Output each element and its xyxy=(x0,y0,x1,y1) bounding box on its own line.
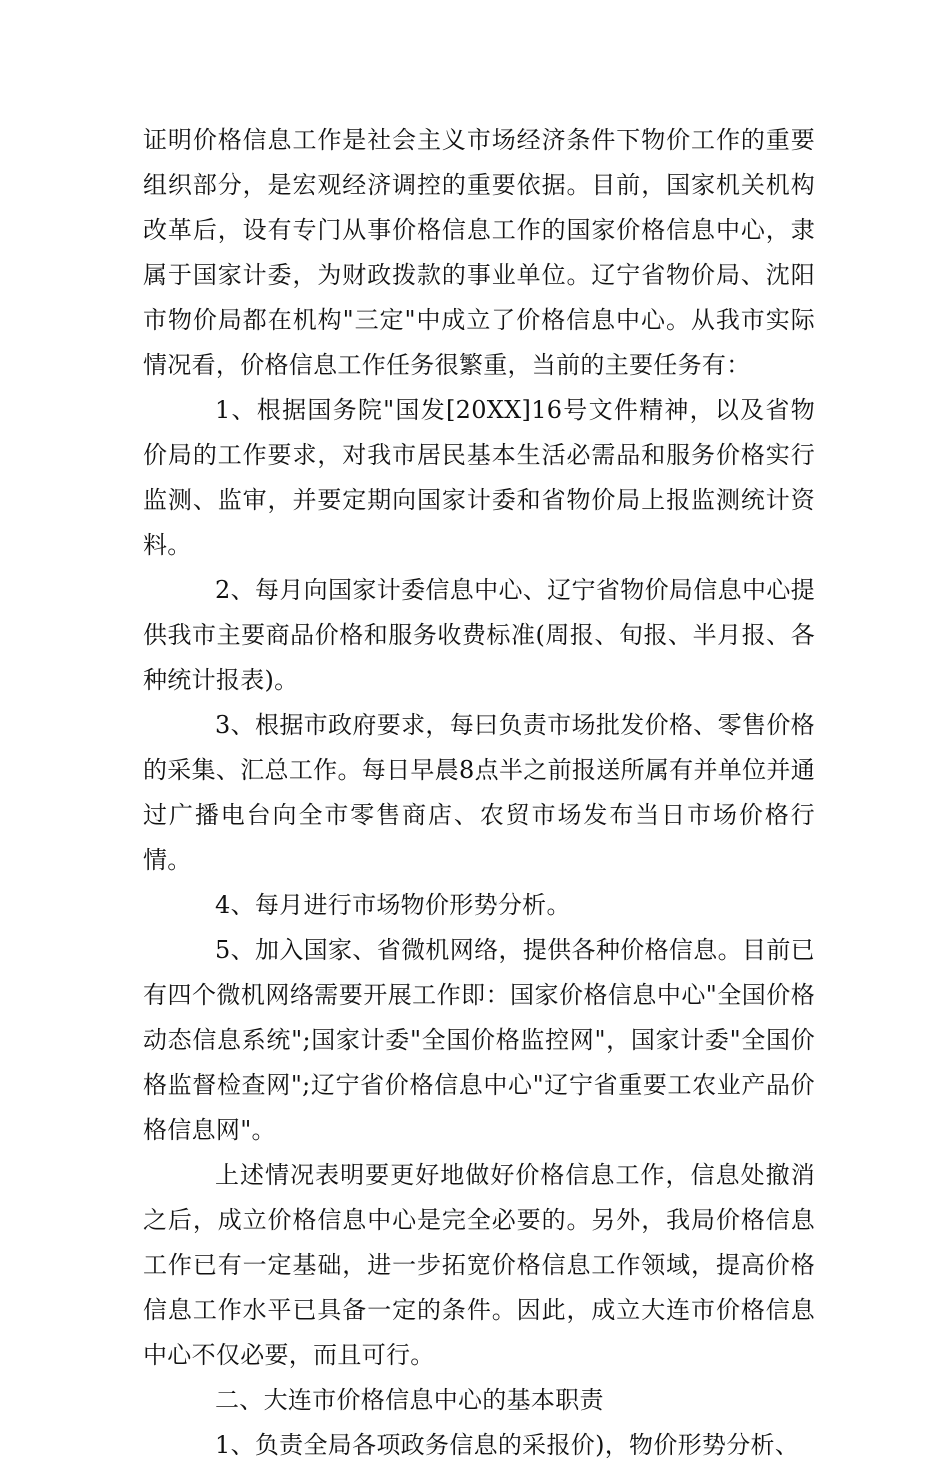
document-body xyxy=(143,118,815,1468)
paragraph-task-1: 1、根据国务院"国发[20XX]16号文件精神，以及省物价局的工作要求，对我市居民基本生活必需品和服务价格实行监测、监审，并要定期向国家计委和省物价局上报监测统计资料。 xyxy=(143,396,815,559)
paragraph-task-2: 2、每月向国家计委信息中心、辽宁省物价局信息中心提供我市主要商品价格和服务收费标准(周报、旬报、半月报、各种统计报表)。 xyxy=(143,576,815,694)
paragraph-intro: 证明价格信息工作是社会主义市场经济条件下物价工作的重要组织部分，是宏观经济调控的重要依据。目前，国家机关机构改革后，设有专门从事价格信息工作的国家价格信息中心，隶属于国家计委，为财政拨款的事业单位。辽宁省物价局、沈阳市物价局都在机构"三定"中成立了价格信息中心。从我市实际情况看，价格信息工作任务很繁重，当前的主要任务有： xyxy=(143,126,815,379)
paragraph-duty-1: 1、负责全局各项政务信息的采报价)，物价形势分析、 xyxy=(215,1431,800,1459)
paragraph-conclusion: 上述情况表明要更好地做好价格信息工作，信息处撤消之后，成立价格信息中心是完全必要的。另外，我局价格信息工作已有一定基础，进一步拓宽价格信息工作领域，提高价格信息工作水平已具备一定的条件。因此，成立大连市价格信息中心不仅必要，而且可行。 xyxy=(143,1161,815,1369)
paragraph-task-3: 3、根据市政府要求，每曰负责市场批发价格、零售价格的采集、汇总工作。每日早晨8点半之前报送所属有并单位并通过广播电台向全市零售商店、农贸市场发布当日市场价格行情。 xyxy=(143,711,815,874)
section-heading-duties: 二、大连市价格信息中心的基本职责 xyxy=(215,1386,604,1414)
paragraph-task-4: 4、每月进行市场物价形势分析。 xyxy=(215,891,571,919)
paragraph-task-5: 5、加入国家、省微机网络，提供各种价格信息。目前已有四个微机网络需要开展工作即：国家价格信息中心"全国价格动态信息系统";国家计委"全国价格监控网"，国家计委"全国价格监督检查网";辽宁省价格信息中心"辽宁省重要工农业产品价格信息网"。 xyxy=(143,936,815,1144)
